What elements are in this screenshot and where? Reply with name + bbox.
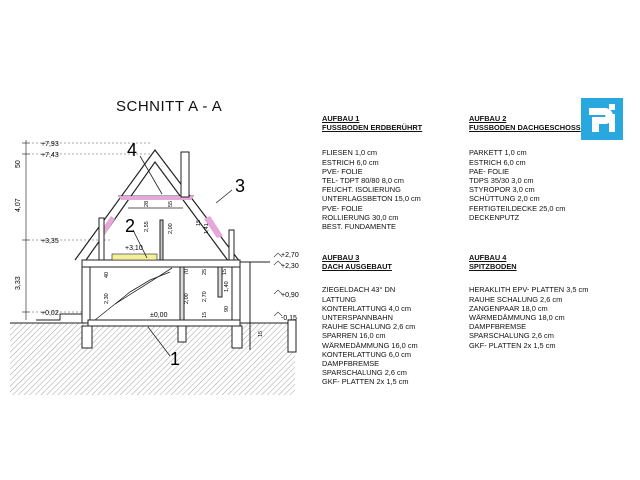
aufbau-2-number: AUFBAU 2 — [469, 114, 507, 123]
vdim-2: 4,07 — [15, 198, 22, 212]
aufbau-4-layers — [469, 285, 588, 349]
dim-7: 40 — [104, 271, 110, 278]
upper-screed — [112, 254, 157, 260]
vdim-1: 50 — [15, 160, 22, 168]
aufbau-1-layers — [322, 148, 422, 231]
layer: PAE- FOLIE — [469, 166, 510, 176]
level-mid-1: +3,10 — [125, 245, 143, 252]
layer: TEL- TDPT 80/80 8,0 cm — [322, 176, 404, 186]
layer: WÄRMEDÄMMUNG 18,0 cm — [469, 313, 565, 323]
label-aussenwand: 3 — [235, 176, 246, 196]
aufbau-4-name: SPITZBODEN — [469, 262, 517, 272]
label-boden: 1 — [170, 349, 181, 369]
dim-6: 1,41 — [204, 223, 210, 234]
layer: PVE- FOLIE — [322, 166, 363, 176]
layer: GKF- PLATTEN 2x 1,5 cm — [322, 377, 409, 387]
layer: FLIESEN 1,0 cm — [322, 148, 378, 158]
layer: ESTRICH 6,0 cm — [469, 157, 526, 167]
layer: TDPS 35/30 3,0 cm — [469, 176, 534, 186]
level-left-4: +0,02 — [41, 310, 59, 317]
level-right-2: +2,30 — [281, 263, 299, 270]
layer: ZANGENPAAR 18,0 cm — [469, 303, 548, 313]
layer: FEUCHT. ISOLIERUNG — [322, 185, 401, 195]
aufbau-4 — [469, 253, 588, 350]
layer: RAUHE SCHALUNG 2,6 cm — [469, 294, 563, 304]
aufbau-2-name: FUSSBODEN DACHGESCHOSS — [469, 123, 581, 133]
aufbau-3-name: DACH AUSGEBAUT — [322, 262, 392, 272]
layer: ZIEGELDACH 43° DN — [322, 285, 396, 295]
dim-17: 15 — [258, 330, 264, 337]
dim-2: 55 — [168, 200, 174, 207]
aufbau-1-number: AUFBAU 1 — [322, 114, 360, 123]
layer: BEST. FUNDAMENTE — [322, 222, 396, 232]
dim-9: 25 — [202, 268, 208, 275]
layer: SPARSCHALUNG 2,6 cm — [469, 331, 554, 341]
dim-10: 15 — [222, 268, 228, 275]
layer: DAMPFBREMSE — [322, 359, 380, 369]
aufbau-1-name: FUSSBODEN ERDBERÜHRT — [322, 123, 423, 133]
dim-13: 2,70 — [202, 291, 208, 302]
aufbau-3 — [322, 253, 418, 387]
ground-hatch — [10, 323, 295, 395]
layer: PARKETT 1,0 cm — [469, 148, 527, 158]
level-left-2: +7,43 — [41, 152, 59, 159]
logo-dot — [609, 104, 615, 110]
aufbau-3-layers — [322, 285, 418, 386]
layer: HERAKLITH EPV- PLATTEN 3,5 cm — [469, 285, 589, 295]
dim-8: 70 — [184, 268, 190, 275]
level-right-1: +2,70 — [281, 252, 299, 259]
aufbau-3-number: AUFBAU 3 — [322, 253, 360, 262]
level-right-4: -0,15 — [281, 315, 297, 322]
dim-14: 1,40 — [224, 281, 230, 292]
aufbau-2-layers — [469, 148, 569, 222]
layer: ESTRICH 6,0 cm — [322, 157, 379, 167]
layer: SPARSCHALUNG 2,6 cm — [322, 368, 407, 378]
logo-bar — [609, 114, 615, 132]
ground-slab — [88, 320, 240, 326]
layer: KONTERLATTUNG 6,0 cm — [322, 349, 411, 359]
layer: WÄRMEDÄMMUNG 16,0 cm — [322, 340, 418, 350]
layer: DAMPFBREMSE — [469, 322, 527, 332]
dim-12: 2,00 — [184, 293, 190, 304]
layer: UNTERSPANNBAHN — [322, 313, 393, 323]
dim-3: 2,55 — [144, 221, 150, 232]
layer: SCHÜTTUNG 2,0 cm — [469, 194, 540, 204]
layer: DECKENPUTZ — [469, 212, 520, 222]
dim-4: 2,00 — [168, 223, 174, 234]
level-mid-2: ±0,00 — [150, 312, 168, 319]
chimney — [181, 152, 189, 197]
aufbau-2 — [469, 114, 581, 222]
label-dach: 4 — [127, 140, 138, 160]
vertical-dimension-left — [22, 140, 30, 320]
layer: UNTERLAGSBETON 15,0 cm — [322, 194, 421, 204]
upper-slab — [82, 260, 240, 267]
dim-11: 2,30 — [104, 293, 110, 304]
layer: STYROPOR 3,0 cm — [469, 185, 535, 195]
dim-16: 15 — [202, 311, 208, 318]
dim-1: 28 — [144, 200, 150, 207]
label-decke: 2 — [125, 216, 136, 236]
layer: SPARREN 16,0 cm — [322, 331, 386, 341]
layer: GKF- PLATTEN 2x 1,5 cm — [469, 340, 556, 350]
dim-5: 15 — [196, 219, 202, 226]
layer: LATTUNG — [322, 294, 356, 304]
layer: PVE- FOLIE — [322, 203, 363, 213]
aufbau-4-number: AUFBAU 4 — [469, 253, 507, 262]
level-left-1: +7,93 — [41, 141, 59, 148]
layer: FERTIGTEILDECKE 25,0 cm — [469, 203, 566, 213]
section-title: SCHNITT A - A — [116, 98, 223, 115]
level-right-3: +0,90 — [281, 292, 299, 299]
level-left-3: +3,35 — [41, 238, 59, 245]
logo-icon — [581, 98, 623, 140]
layer: RAUHE SCHALUNG 2,6 cm — [322, 322, 416, 332]
section-drawing — [0, 0, 300, 480]
dim-15: 90 — [224, 305, 230, 312]
vdim-3: 3,33 — [15, 276, 22, 290]
layer: KONTERLATTUNG 4,0 cm — [322, 303, 411, 313]
aufbau-1 — [322, 114, 422, 231]
layer: ROLLIERUNG 30,0 cm — [322, 212, 399, 222]
